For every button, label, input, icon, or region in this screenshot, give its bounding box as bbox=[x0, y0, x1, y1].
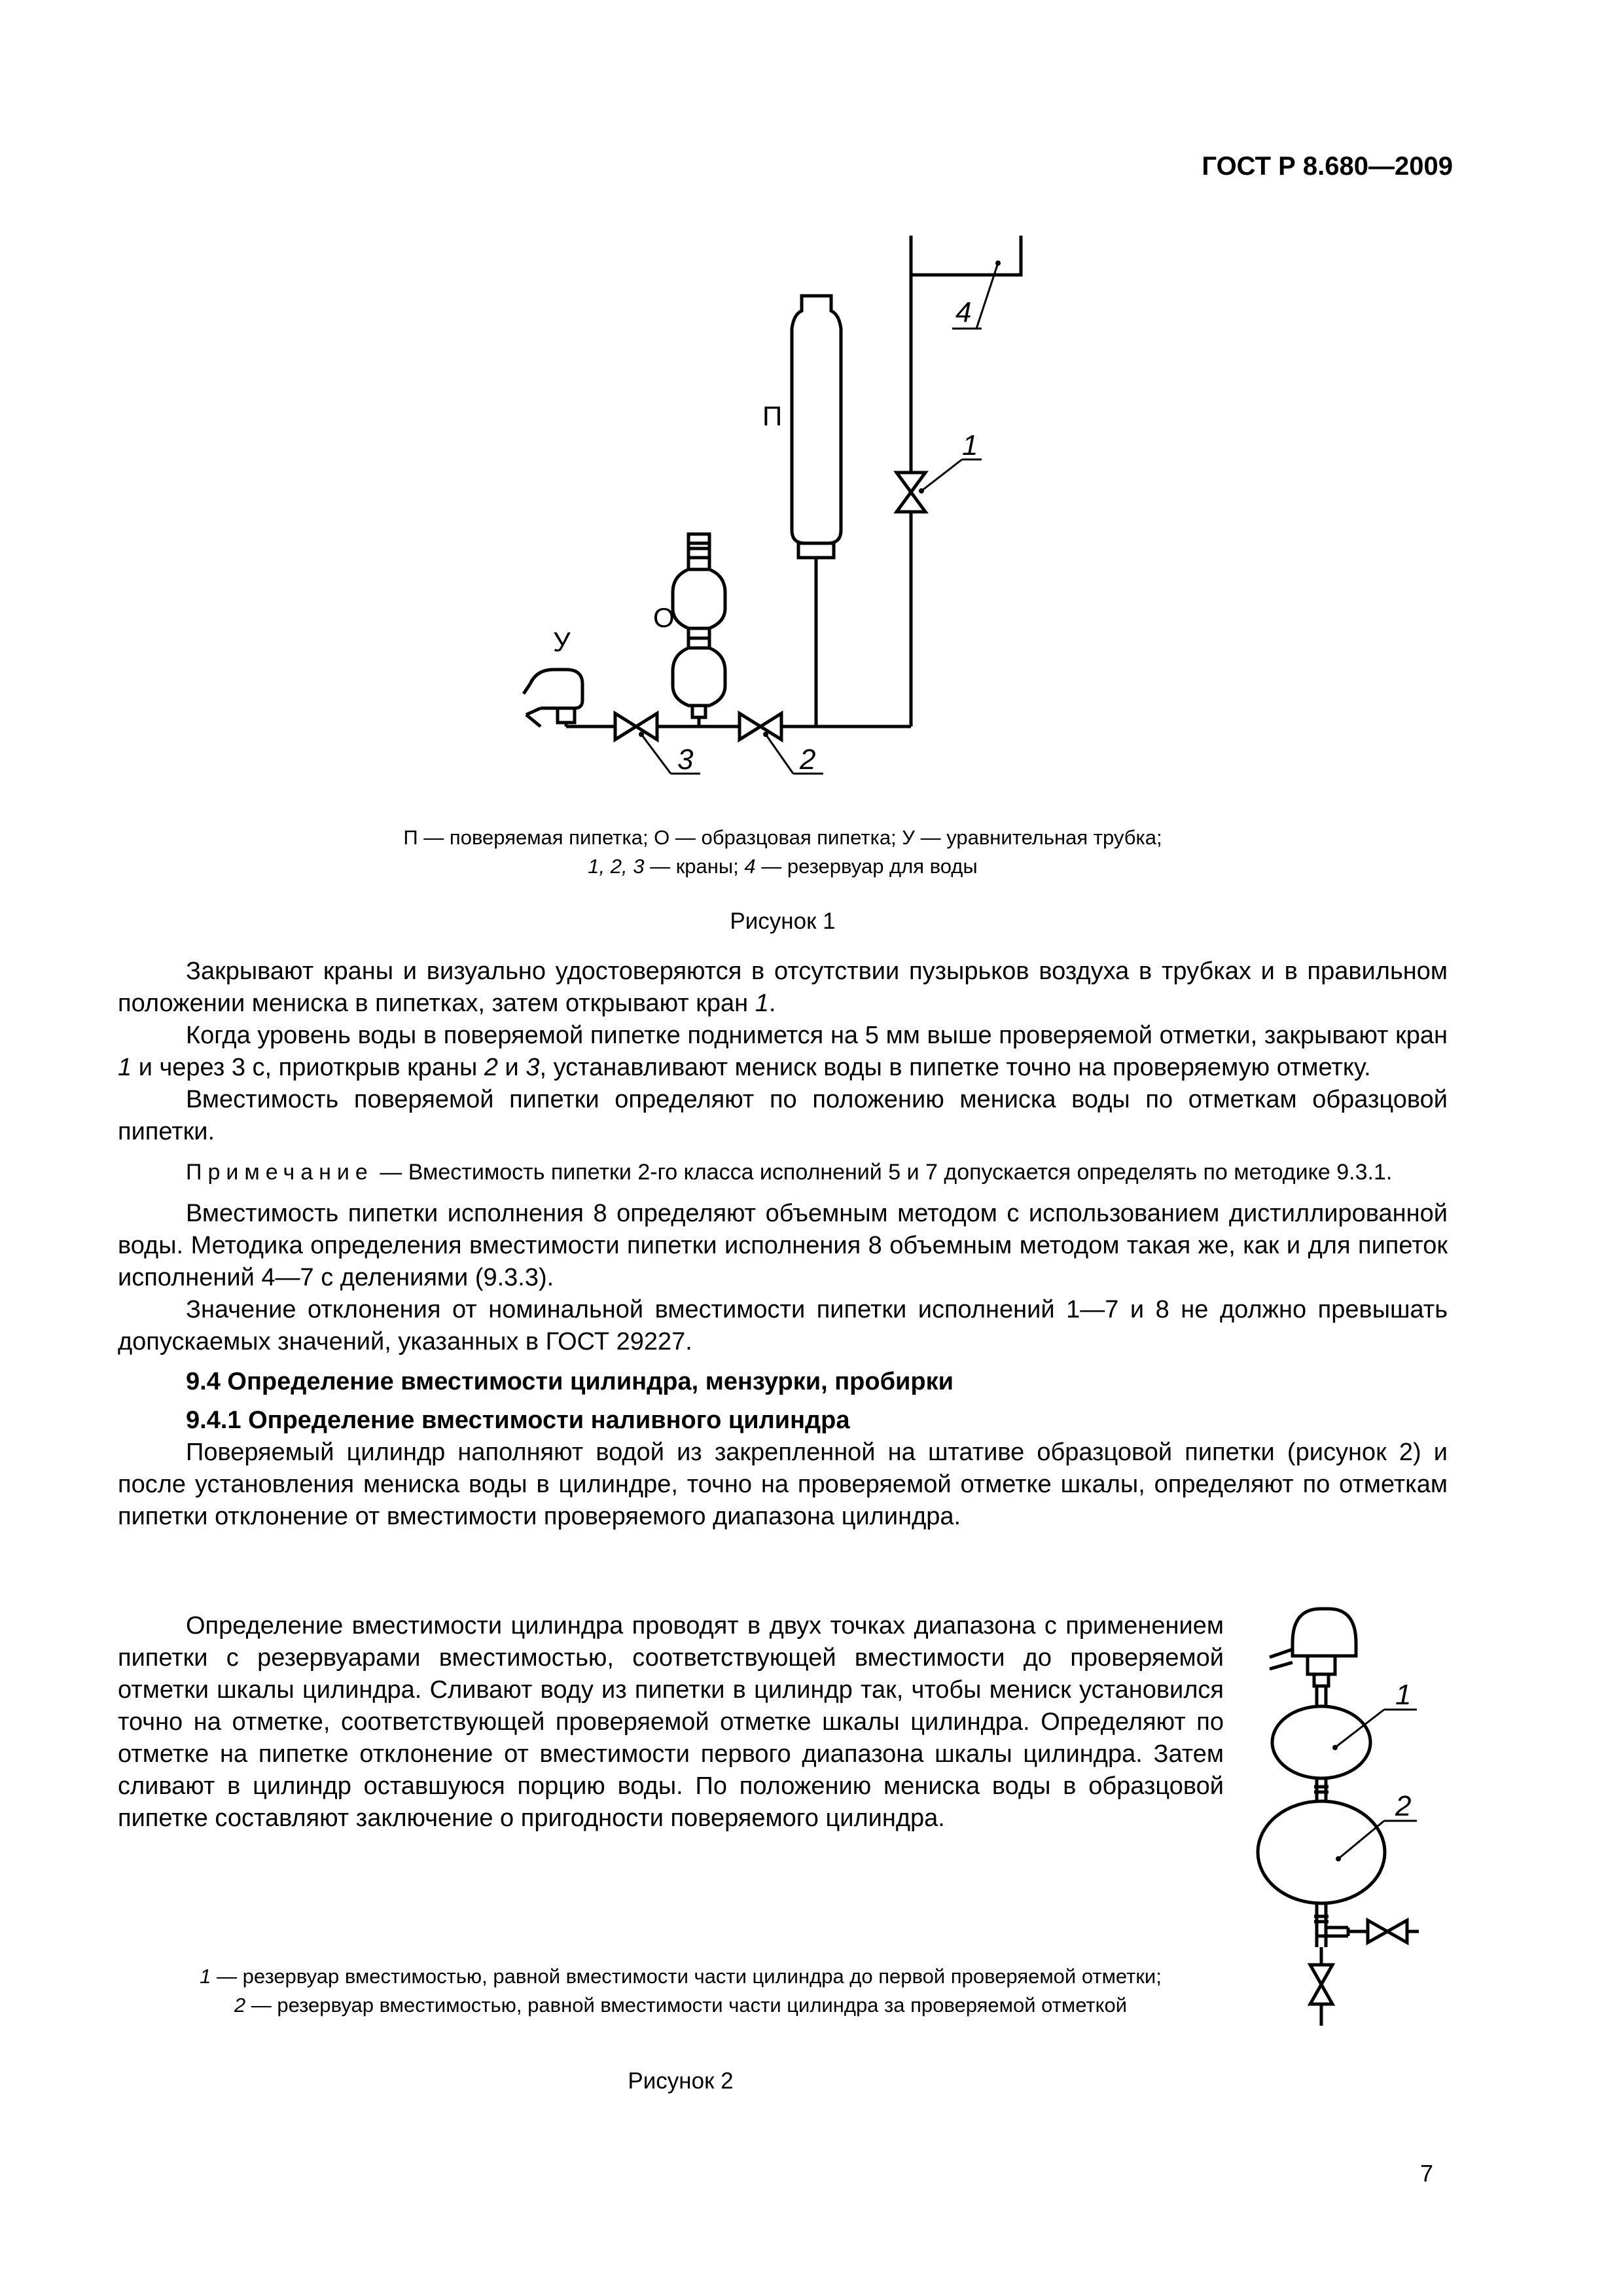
subsection-heading: 9.4.1 Определение вместимости наливного цилиндра bbox=[186, 1407, 850, 1434]
figure-1-title: Рисунок 1 bbox=[730, 908, 836, 934]
paragraph: Значение отклонения от номинальной вместимости пипетки исполнений 1—7 и 8 не должно превышать допускаемых значений, указанных в ГОСТ 29227. bbox=[118, 1296, 1448, 1355]
note: Примечание — Вместимость пипетки 2-го класса исполнений 5 и 7 допускается определять по методике 9.3.1. bbox=[186, 1160, 1393, 1185]
label-4: 4 bbox=[955, 296, 972, 329]
label-1: 1 bbox=[1395, 1679, 1412, 1711]
paragraph: Поверяемый цилиндр наполняют водой из закрепленной на штативе образцовой пипетки (рисунок 2) и после установления мениска воды в цилиндре, точно на проверяемой отметке шкалы, определяют по отметкам пипетки отклонение от вместимости проверяемого диапазона цилиндра. bbox=[118, 1439, 1448, 1530]
label-2: 2 bbox=[1395, 1790, 1412, 1822]
page-number: 7 bbox=[1419, 2160, 1433, 2187]
figure-1-caption-line1: П — поверяемая пипетка; О — образцовая пипетка; У — уравнительная трубка; bbox=[403, 826, 1162, 849]
section-heading: 9.4 Определение вместимости цилиндра, мензурки, пробирки bbox=[186, 1368, 954, 1395]
paragraph: Вместимость пипетки исполнения 8 определяют объемным методом с использованием дистиллированной воды. Методика определения вместимости пипетки исполнения 8 объемным методом такая же, как и для пипеток исполнений 4—7 с делениями (9.3.3). bbox=[118, 1200, 1448, 1291]
figure-1-caption bbox=[118, 823, 1448, 881]
figure-2-caption bbox=[118, 1962, 1243, 2020]
figure-1-diagram bbox=[510, 223, 1060, 812]
label-p: П bbox=[762, 401, 783, 431]
figure-2-caption-line2: 2 — резервуар вместимостью, равной вместимости части цилиндра за проверяемой отметкой bbox=[234, 1994, 1128, 2017]
paragraph: Закрывают краны и визуально удостоверяются в отсутствии пузырьков воздуха в трубках и в правильном положении мениска в пипетках, затем открывают кран 1. bbox=[118, 958, 1448, 1017]
figure-2-diagram bbox=[1243, 1597, 1466, 2121]
label-o: О bbox=[653, 602, 675, 633]
figure-2-caption-line1: 1 — резервуар вместимостью, равной вместимости части цилиндра до первой проверяемой отметки; bbox=[200, 1965, 1162, 1988]
label-2: 2 bbox=[800, 744, 816, 776]
standard-designation: ГОСТ Р 8.680—2009 bbox=[1202, 152, 1453, 181]
body-text-narrow bbox=[118, 1610, 1224, 1835]
label-1: 1 bbox=[962, 429, 978, 461]
paragraph: Когда уровень воды в поверяемой пипетке поднимется на 5 мм выше проверяемой отметки, закрывают кран 1 и через 3 с, приоткрыв краны 2 и 3, устанавливают мениск воды в пипетке точно на проверяемую отметку. bbox=[118, 1022, 1448, 1081]
paragraph: Вместимость поверяемой пипетки определяют по положению мениска воды по отметкам образцовой пипетки. bbox=[118, 1086, 1448, 1145]
figure-1-caption-line2: 1, 2, 3 — краны; 4 — резервуар для воды bbox=[588, 855, 978, 878]
body-text-block bbox=[118, 956, 1448, 1533]
label-3: 3 bbox=[677, 744, 694, 776]
label-u: У bbox=[553, 626, 571, 657]
paragraph: Определение вместимости цилиндра проводят в двух точках диапазона с применением пипетки с резервуарами вместимостью, соответствующей вместимости до проверяемой отметки шкалы цилиндра. Сливают воду из пипетки в цилиндр так, чтобы мениск установился точно на отметке, соответствующей проверяемой отметке шкалы цилиндра. Определяют по отметке на пипетке отклонение от вместимости первого диапазона шкалы цилиндра. Затем сливают в цилиндр оставшуюся порцию воды. По положению мениска воды в образцовой пипетке составляют заключение о пригодности поверяемого цилиндра. bbox=[118, 1612, 1224, 1832]
figure-2-title: Рисунок 2 bbox=[628, 2068, 734, 2094]
